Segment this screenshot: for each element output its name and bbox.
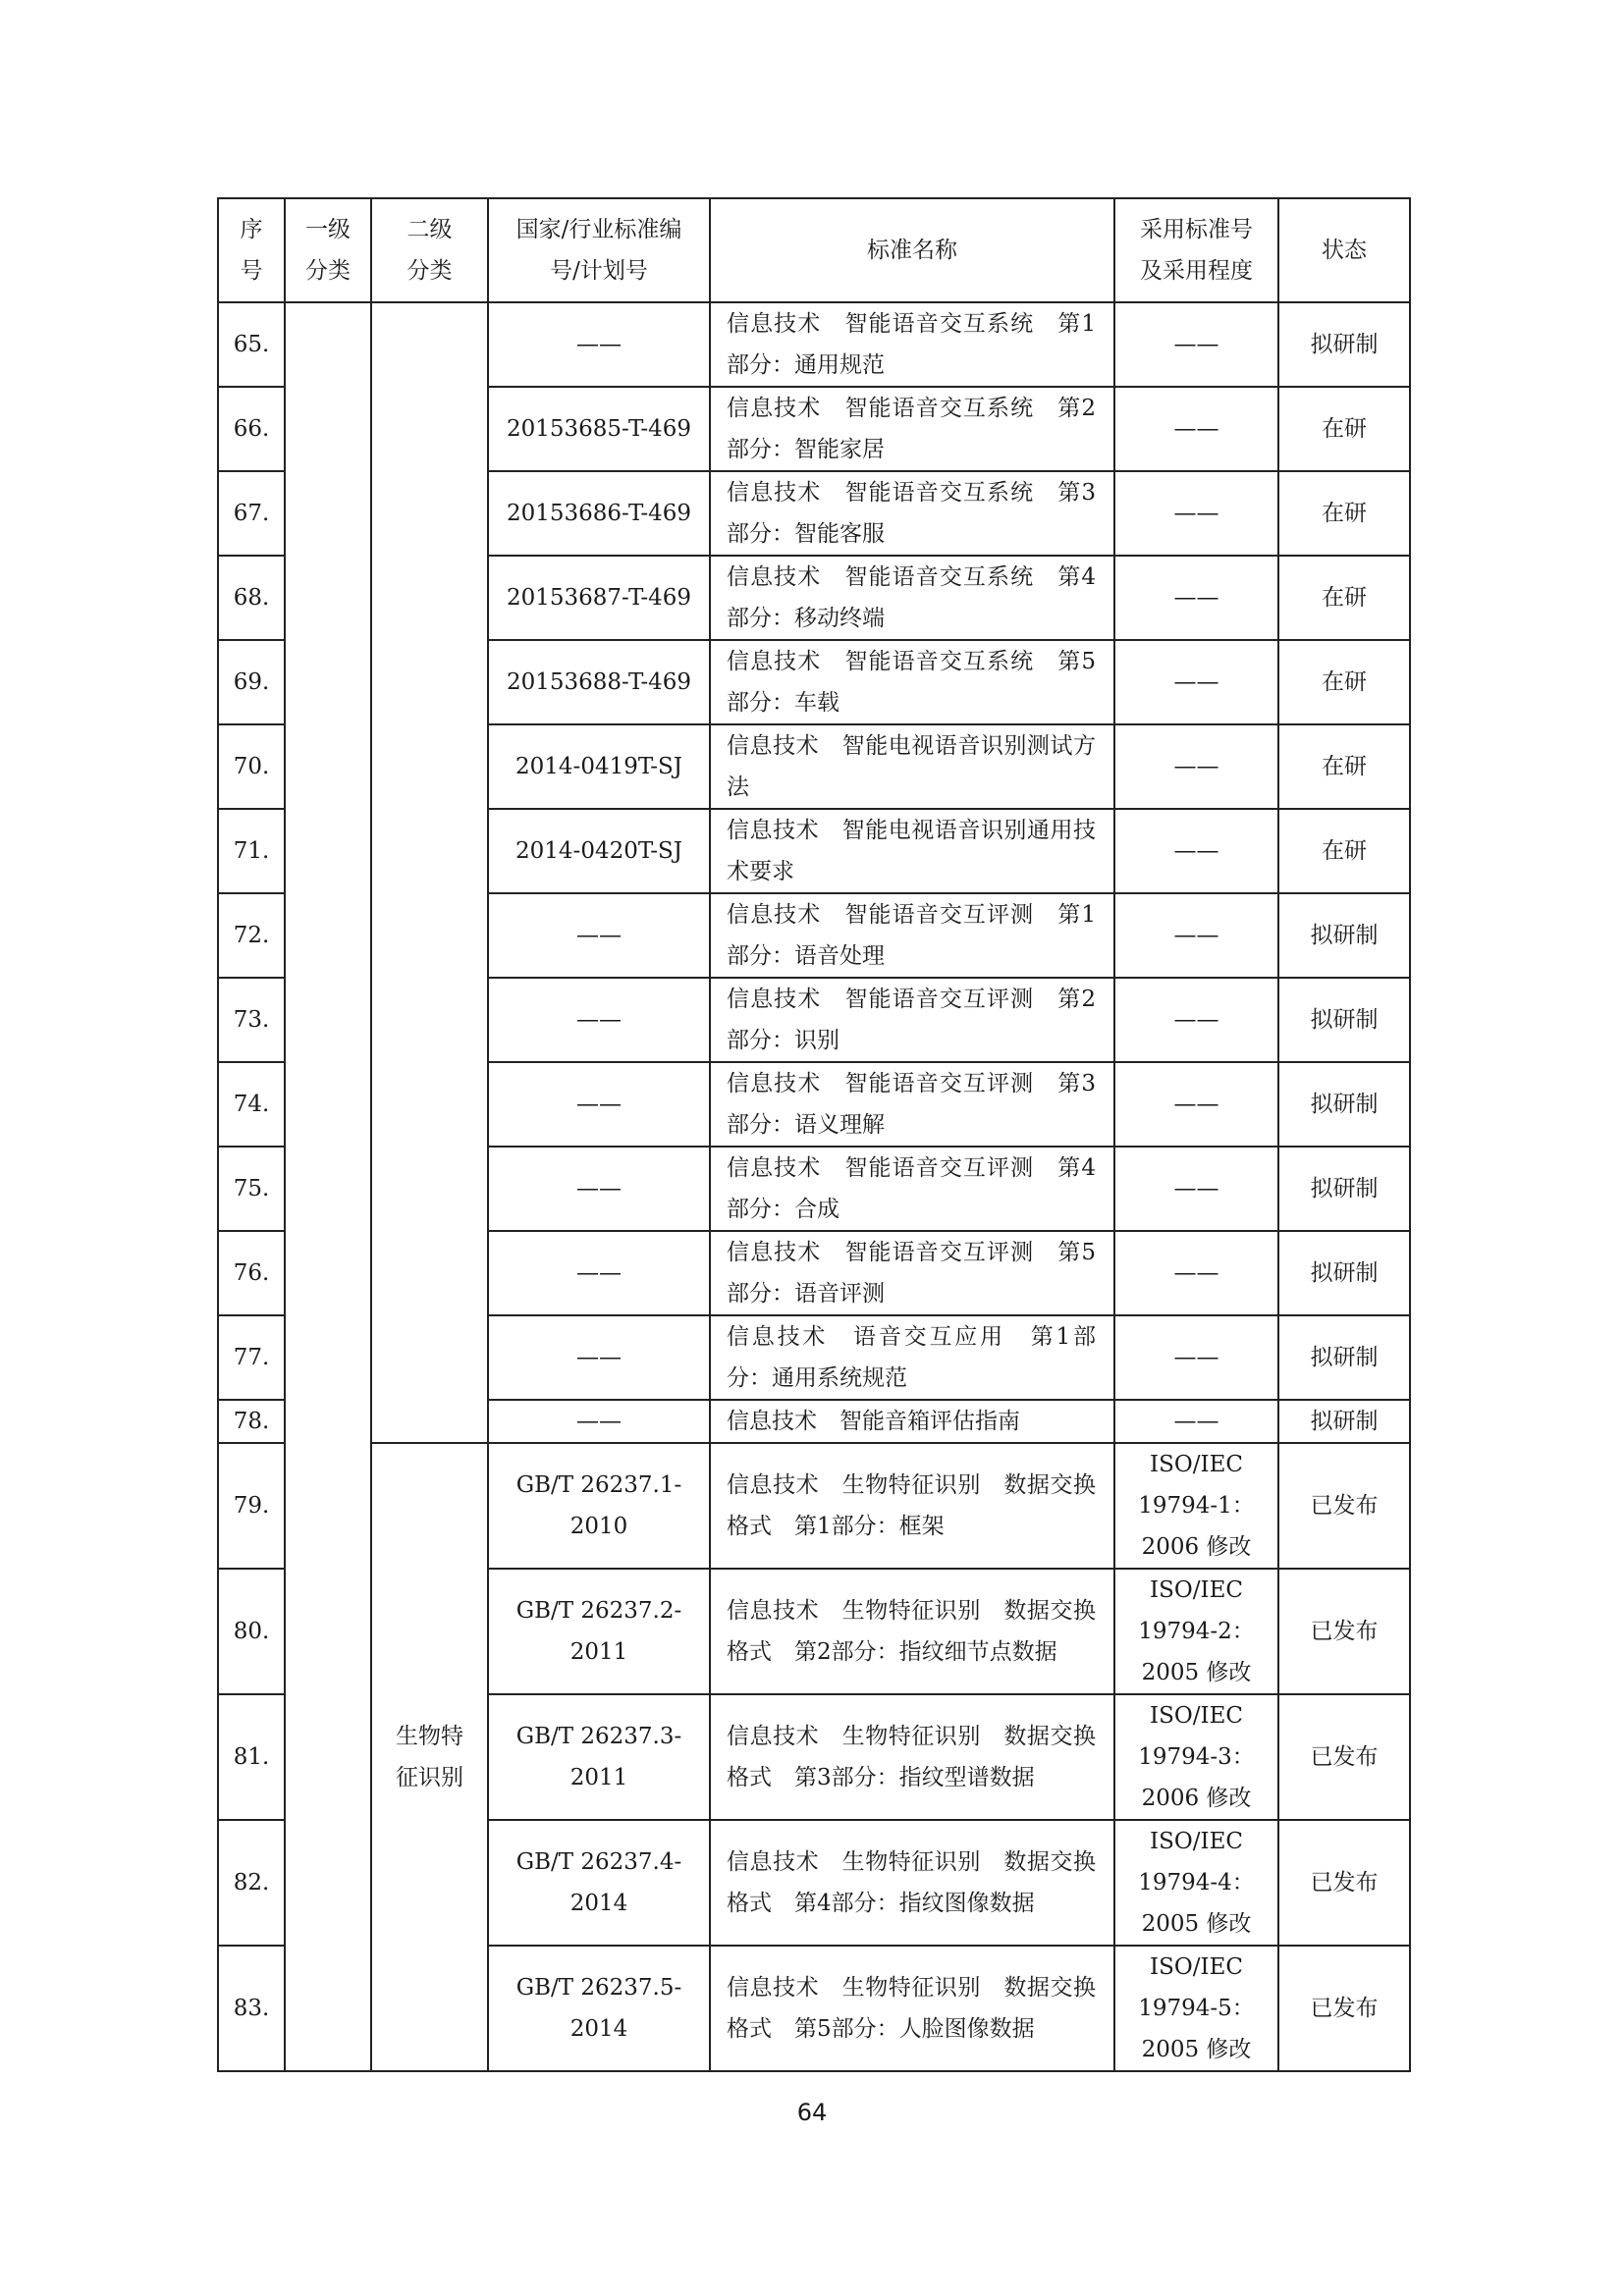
header-row (218, 198, 1410, 302)
seq-cell: 83. (218, 1946, 285, 2071)
name-cell: 信息技术 生物特征识别 数据交换格式 第1部分：框架 (710, 1443, 1114, 1569)
header-seq: 序 号 (218, 198, 285, 302)
adopt-cell: —— (1114, 893, 1278, 978)
adopt-cell: ISO/IEC 19794-2：2005 修改 (1114, 1569, 1278, 1694)
seq-cell: 73. (218, 978, 285, 1062)
standards-table (217, 197, 1411, 2072)
header-cat1: 一级 分类 (285, 198, 371, 302)
code-cell: —— (488, 1231, 710, 1315)
adopt-cell: —— (1114, 978, 1278, 1062)
status-cell: 已发布 (1278, 1946, 1410, 2071)
category2-cell-bio (371, 1443, 488, 2071)
seq-cell: 76. (218, 1231, 285, 1315)
table-row (218, 302, 1410, 387)
category2-cell (371, 302, 488, 1443)
code-cell: —— (488, 1147, 710, 1231)
name-cell: 信息技术 智能音箱评估指南 (710, 1400, 1114, 1443)
status-cell: 在研 (1278, 556, 1410, 640)
name-cell: 信息技术 智能语音交互系统 第5部分：车载 (710, 640, 1114, 724)
adopt-cell: —— (1114, 724, 1278, 809)
seq-cell: 78. (218, 1400, 285, 1443)
name-cell: 信息技术 语音交互应用 第1部分：通用系统规范 (710, 1315, 1114, 1400)
seq-cell: 79. (218, 1443, 285, 1569)
name-cell: 信息技术 智能语音交互系统 第2部分：智能家居 (710, 387, 1114, 471)
status-cell: 拟研制 (1278, 1147, 1410, 1231)
adopt-cell: —— (1114, 1147, 1278, 1231)
seq-cell: 70. (218, 724, 285, 809)
adopt-cell: ISO/IEC 19794-5：2005 修改 (1114, 1946, 1278, 2071)
code-cell: —— (488, 302, 710, 387)
name-cell: 信息技术 智能语音交互评测 第5部分：语音评测 (710, 1231, 1114, 1315)
adopt-cell: ISO/IEC 19794-3：2006 修改 (1114, 1694, 1278, 1820)
name-cell: 信息技术 智能语音交互评测 第4部分：合成 (710, 1147, 1114, 1231)
name-cell: 信息技术 智能语音交互系统 第4部分：移动终端 (710, 556, 1114, 640)
code-cell: —— (488, 1315, 710, 1400)
status-cell: 拟研制 (1278, 893, 1410, 978)
status-cell: 已发布 (1278, 1443, 1410, 1569)
code-cell: 2014-0420T-SJ (488, 809, 710, 893)
adopt-cell: ISO/IEC 19794-4：2005 修改 (1114, 1820, 1278, 1946)
seq-cell: 69. (218, 640, 285, 724)
header-name: 标准名称 (710, 198, 1114, 302)
status-cell: 在研 (1278, 809, 1410, 893)
code-cell: GB/T 26237.2-2011 (488, 1569, 710, 1694)
name-cell: 信息技术 智能电视语音识别测试方法 (710, 724, 1114, 809)
status-cell: 拟研制 (1278, 978, 1410, 1062)
code-cell: —— (488, 978, 710, 1062)
header-status: 状态 (1278, 198, 1410, 302)
adopt-cell: —— (1114, 302, 1278, 387)
code-cell: GB/T 26237.1-2010 (488, 1443, 710, 1569)
code-cell: —— (488, 1062, 710, 1147)
seq-cell: 68. (218, 556, 285, 640)
name-cell: 信息技术 生物特征识别 数据交换格式 第3部分：指纹型谱数据 (710, 1694, 1114, 1820)
adopt-cell: —— (1114, 471, 1278, 556)
seq-cell: 71. (218, 809, 285, 893)
name-cell: 信息技术 生物特征识别 数据交换格式 第2部分：指纹细节点数据 (710, 1569, 1114, 1694)
seq-cell: 81. (218, 1694, 285, 1820)
header-code: 国家/行业标准编 号/计划号 (488, 198, 710, 302)
status-cell: 拟研制 (1278, 1400, 1410, 1443)
adopt-cell: —— (1114, 1231, 1278, 1315)
category2-label: 征识别 (396, 1765, 463, 1790)
status-cell: 已发布 (1278, 1569, 1410, 1694)
adopt-cell: —— (1114, 387, 1278, 471)
status-cell: 在研 (1278, 640, 1410, 724)
name-cell: 信息技术 智能语音交互评测 第1部分：语音处理 (710, 893, 1114, 978)
category2-label: 生物特 (396, 1724, 463, 1749)
table-row (218, 1443, 1410, 1569)
status-cell: 在研 (1278, 724, 1410, 809)
seq-cell: 82. (218, 1820, 285, 1946)
adopt-cell: —— (1114, 1315, 1278, 1400)
status-cell: 拟研制 (1278, 302, 1410, 387)
name-cell: 信息技术 智能语音交互系统 第3部分：智能客服 (710, 471, 1114, 556)
code-cell: 2014-0419T-SJ (488, 724, 710, 809)
category1-cell (285, 302, 371, 2071)
status-cell: 在研 (1278, 471, 1410, 556)
code-cell: GB/T 26237.5-2014 (488, 1946, 710, 2071)
name-cell: 信息技术 智能语音交互系统 第1部分：通用规范 (710, 302, 1114, 387)
adopt-cell: —— (1114, 556, 1278, 640)
status-cell: 已发布 (1278, 1694, 1410, 1820)
status-cell: 拟研制 (1278, 1231, 1410, 1315)
code-cell: —— (488, 1400, 710, 1443)
adopt-cell: —— (1114, 1062, 1278, 1147)
code-cell: GB/T 26237.3-2011 (488, 1694, 710, 1820)
seq-cell: 72. (218, 893, 285, 978)
adopt-cell: —— (1114, 809, 1278, 893)
code-cell: —— (488, 893, 710, 978)
seq-cell: 66. (218, 387, 285, 471)
code-cell: 20153686-T-469 (488, 471, 710, 556)
seq-cell: 80. (218, 1569, 285, 1694)
status-cell: 拟研制 (1278, 1315, 1410, 1400)
adopt-cell: ISO/IEC 19794-1：2006 修改 (1114, 1443, 1278, 1569)
adopt-cell: —— (1114, 640, 1278, 724)
page-number: 64 (796, 2099, 828, 2126)
status-cell: 已发布 (1278, 1820, 1410, 1946)
code-cell: 20153687-T-469 (488, 556, 710, 640)
seq-cell: 77. (218, 1315, 285, 1400)
seq-cell: 67. (218, 471, 285, 556)
code-cell: GB/T 26237.4-2014 (488, 1820, 710, 1946)
code-cell: 20153688-T-469 (488, 640, 710, 724)
name-cell: 信息技术 智能语音交互评测 第2部分：识别 (710, 978, 1114, 1062)
seq-cell: 74. (218, 1062, 285, 1147)
name-cell: 信息技术 智能语音交互评测 第3部分：语义理解 (710, 1062, 1114, 1147)
name-cell: 信息技术 生物特征识别 数据交换格式 第5部分：人脸图像数据 (710, 1946, 1114, 2071)
seq-cell: 75. (218, 1147, 285, 1231)
name-cell: 信息技术 智能电视语音识别通用技术要求 (710, 809, 1114, 893)
header-adopt: 采用标准号 及采用程度 (1114, 198, 1278, 302)
name-cell: 信息技术 生物特征识别 数据交换格式 第4部分：指纹图像数据 (710, 1820, 1114, 1946)
seq-cell: 65. (218, 302, 285, 387)
status-cell: 拟研制 (1278, 1062, 1410, 1147)
code-cell: 20153685-T-469 (488, 387, 710, 471)
status-cell: 在研 (1278, 387, 1410, 471)
header-cat2: 二级 分类 (371, 198, 488, 302)
adopt-cell: —— (1114, 1400, 1278, 1443)
